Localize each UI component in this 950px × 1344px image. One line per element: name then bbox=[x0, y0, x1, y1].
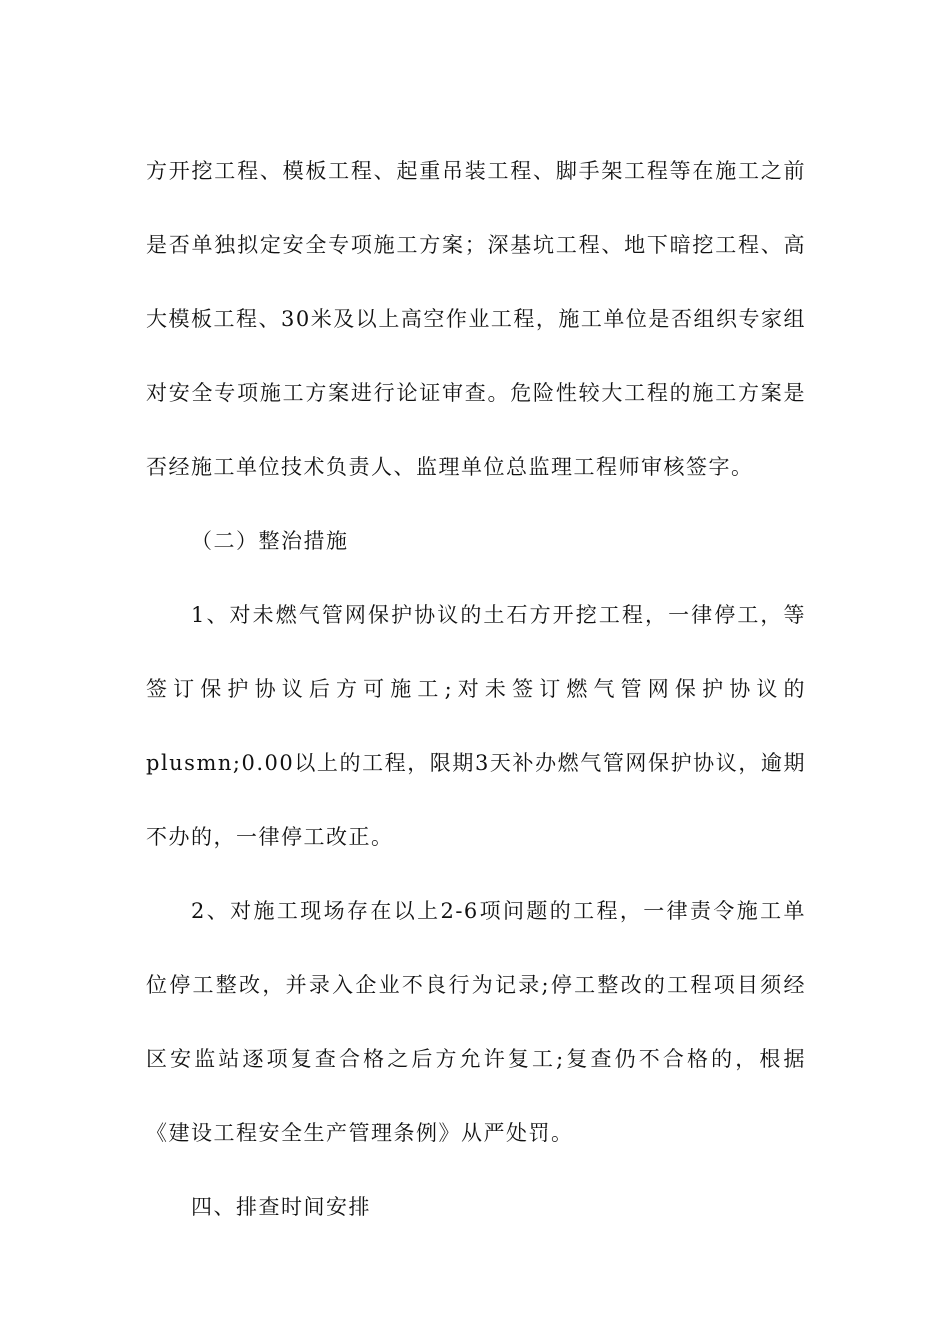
paragraph-measure-2: 2、对施工现场存在以上2-6项问题的工程，一律责令施工单位停工整改，并录入企业不良行为记录;停工整改的工程项目须经区安监站逐项复查合格之后方允许复工;复查仍不合格的，根据《建设工程安全生产管理条例》从严处罚。 bbox=[146, 899, 806, 1145]
section-heading-rectification-measures: （二）整治措施 bbox=[191, 529, 349, 553]
paragraph-safety-plan-check: 方开挖工程、模板工程、起重吊装工程、脚手架工程等在施工之前是否单独拟定安全专项施工方案；深基坑工程、地下暗挖工程、高大模板工程、30米及以上高空作业工程，施工单位是否组织专家组对安全专项施工方案进行论证审查。危险性较大工程的施工方案是否经施工单位技术负责人、监理单位总监理工程师审核签字。 bbox=[146, 159, 806, 479]
paragraph-measure-1: 1、对未燃气管网保护协议的土石方开挖工程，一律停工，等签订保护协议后方可施工;对未签订燃气管网保护协议的plusmn;0.00以上的工程，限期3天补办燃气管网保护协议，逾期不办的，一律停工改正。 bbox=[146, 603, 806, 849]
document-body bbox=[146, 134, 806, 1244]
section-heading-inspection-schedule: 四、排查时间安排 bbox=[191, 1195, 371, 1219]
